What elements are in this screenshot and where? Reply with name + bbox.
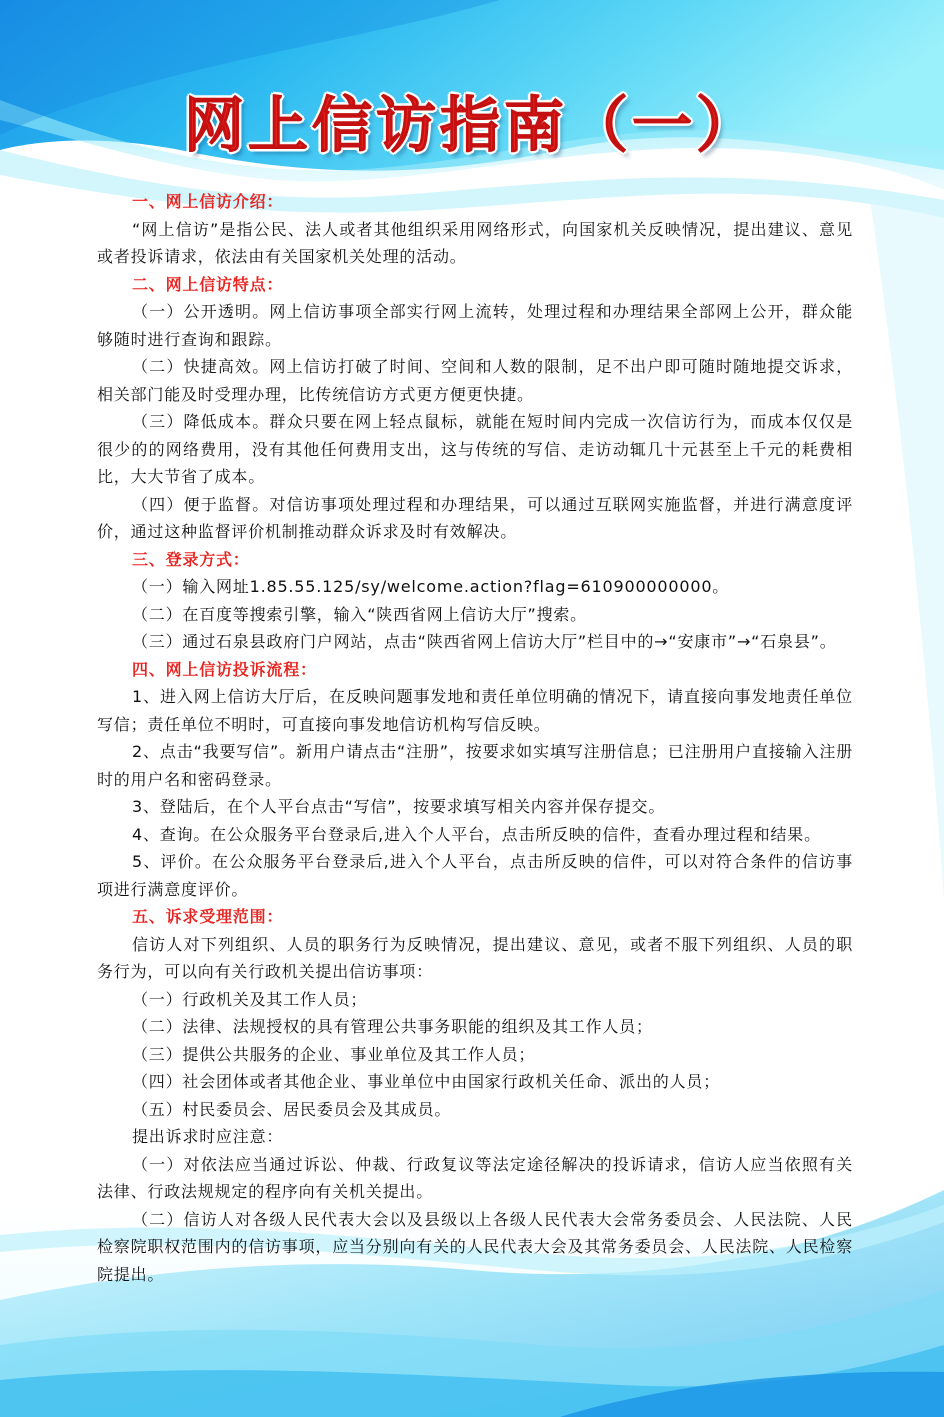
section-process	[97, 656, 853, 904]
paragraph: （二）快捷高效。网上信访打破了时间、空间和人数的限制，足不出户即可随时随地提交诉求，相关部门能及时受理办理，比传统信访方式更方便更快捷。	[97, 357, 853, 404]
paragraph: “网上信访”是指公民、法人或者其他组织采用网络形式，向国家机关反映情况，提出建议、意见或者投诉请求，依法由有关国家机关处理的活动。	[97, 219, 853, 266]
paragraph: （二）在百度等搜索引擎，输入“陕西省网上信访大厅”搜索。	[132, 604, 587, 624]
section-heading: 五、诉求受理范围：	[132, 907, 284, 926]
paragraph: （三）通过石泉县政府门户网站，点击“陕西省网上信访大厅”栏目中的→“安康市”→“石泉县”。	[132, 632, 837, 651]
paragraph: 信访人对下列组织、人员的职务行为反映情况，提出建议、意见，或者不服下列组织、人员的职务行为，可以向有关行政机关提出信访事项：	[97, 934, 853, 981]
paragraph: （五）村民委员会、居民委员会及其成员。	[132, 1099, 452, 1119]
paragraph: （三）降低成本。群众只要在网上轻点鼠标，就能在短时间内完成一次信访行为，而成本仅仅是很少的的网络费用，没有其他任何费用支出，这与传统的写信、走访动辄几十元甚至上千元的耗费相比，大大节省了成本。	[97, 412, 853, 486]
paragraph: （一）对依法应当通过诉讼、仲裁、行政复议等法定途径解决的投诉请求，信访人应当依照有关法律、行政法规规定的程序向有关机关提出。	[97, 1154, 853, 1201]
paragraph: 3、登陆后，在个人平台点击“写信”，按要求填写相关内容并保存提交。	[132, 797, 666, 816]
paragraph: （四）便于监督。对信访事项处理过程和办理结果，可以通过互联网实施监督，并进行满意度评价，通过这种监督评价机制推动群众诉求及时有效解决。	[97, 494, 853, 541]
paragraph: 4、查询。在公众服务平台登录后,进入个人平台，点击所反映的信件，查看办理过程和结果。	[132, 824, 821, 844]
section-heading: 二、网上信访特点：	[132, 274, 284, 294]
paragraph: 2、点击“我要写信”。新用户请点击“注册”，按要求如实填写注册信息；已注册用户直接输入注册时的用户名和密码登录。	[97, 742, 853, 789]
page-title: 网上信访指南（一）	[184, 91, 760, 161]
paragraph: （一）行政机关及其工作人员；	[132, 989, 368, 1009]
paragraph: 提出诉求时应注意：	[132, 1127, 284, 1146]
paragraph: （二）信访人对各级人民代表大会以及县级以上各级人民代表大会常务委员会、人民法院、人民检察院职权范围内的信访事项，应当分别向有关的人民代表大会及其常务委员会、人民法院、人民检察院提出。	[97, 1209, 854, 1284]
section-login	[97, 546, 853, 656]
section-heading: 一、网上信访介绍：	[132, 192, 284, 211]
section-intro	[97, 188, 853, 271]
paragraph: （一）公开透明。网上信访事项全部实行网上流转，处理过程和办理结果全部网上公开，群众能够随时进行查询和跟踪。	[97, 302, 853, 349]
paragraph: （三）提供公共服务的企业、事业单位及其工作人员；	[132, 1044, 536, 1064]
section-features	[97, 271, 853, 546]
section-scope	[97, 903, 853, 1288]
paragraph: （四）社会团体或者其他企业、事业单位中由国家行政机关任命、派出的人员；	[132, 1072, 721, 1091]
paragraph: 5、评价。在公众服务平台登录后,进入个人平台，点击所反映的信件，可以对符合条件的信访事项进行满意度评价。	[97, 852, 853, 899]
paragraph: 1、进入网上信访大厅后，在反映问题事发地和责任单位明确的情况下，请直接向事发地责任单位写信；责任单位不明时，可直接向事发地信访机构写信反映。	[97, 687, 853, 734]
paragraph: （一）输入网址1.85.55.125/sy/welcome.action?flag=610900000000。	[132, 577, 730, 596]
paragraph: （二）法律、法规授权的具有管理公共事务职能的组织及其工作人员；	[132, 1017, 653, 1036]
section-heading: 四、网上信访投诉流程：	[132, 659, 317, 679]
section-heading: 三、登录方式：	[132, 549, 250, 569]
guide-content	[97, 188, 853, 1288]
